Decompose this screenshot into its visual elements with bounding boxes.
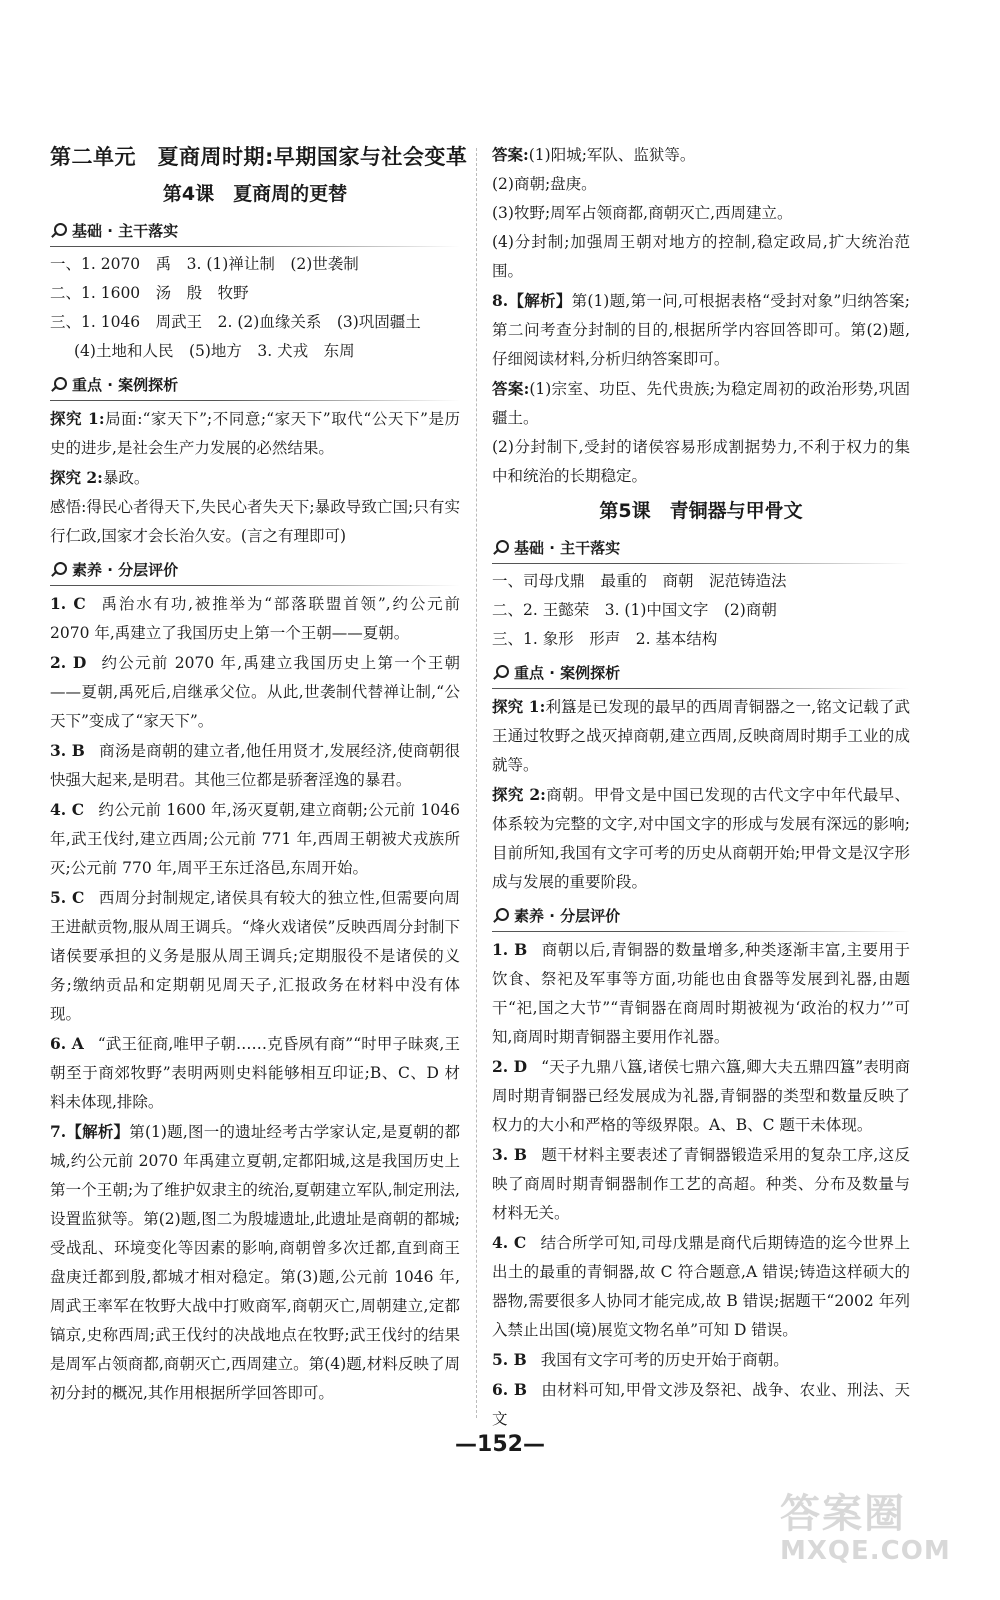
lesson-4-title: 第4课 夏商周的更替 [162,183,348,205]
watermark-logo [780,1492,970,1572]
magnifier-icon [492,540,508,556]
l5-eval-item: 6. B 由材料可知,甲骨文涉及祭祀、战争、农业、刑法、天文 [492,1380,910,1428]
l4-basic-section [50,218,460,244]
l5-basic-line: 二、2. 王懿荣 3. (1)中国文字 (2)商朝 [492,601,777,619]
lesson-5-title: 第5课 青铜器与甲骨文 [599,500,803,522]
l4-eval-item: 2. D 约公元前 2070 年,禹建立我国历史上第一个王朝——夏朝,禹死后,启继承父位。从此,世袭制代替禅让制,“公天下”变成了“家天下”。 [50,653,460,730]
section-header-basic: 基础 · 主干落实 [492,535,910,561]
section-header-basic: 基础 · 主干落实 [50,218,460,244]
l4-basic-line: 三、1. 1046 周武王 2. (2)血缘关系 (3)巩固疆土 [50,313,421,331]
magnifier-icon [50,562,66,578]
watermark-text-bottom: MXQE.COM [780,1536,951,1566]
l4-eval-item: 6. A “武王征商,唯甲子朝……克昏夙有商”“时甲子昧爽,王朝至于商郊牧野”表明两则史料能够相互印证;B、C、D 材料未体现,排除。 [50,1034,460,1111]
magnifier-icon [492,908,508,924]
page-number: —152— [455,1432,545,1457]
section-header-eval: 素养 · 分层评价 [492,903,910,929]
l5-basic-line: 三、1. 象形 形声 2. 基本结构 [492,630,718,648]
l5-eval-item: 2. D “天子九鼎八簋,诸侯七鼎六簋,卿大夫五鼎四簋”表明商周时期青铜器已经发展成为礼器,青铜器的类型和数量反映了权力的大小和严格的等级界限。A、B、C 题干未体现。 [492,1057,910,1134]
l4-eval-item: 3. B 商汤是商朝的建立者,他任用贤才,发展经济,使商朝很快强大起来,是明君。其他三位都是骄奢淫逸的暴君。 [50,741,460,789]
l4-eval-item: 1. C 禹治水有功,被推举为“部落联盟首领”,约公元前 2070 年,禹建立了我国历史上第一个王朝——夏朝。 [50,594,460,642]
section-header-key: 重点 · 案例探析 [492,660,910,686]
right-column [492,140,910,1434]
l4-eval-section [50,557,460,583]
magnifier-icon [50,377,66,393]
l5-eval-item: 1. B 商朝以后,青铜器的数量增多,种类逐渐丰富,主要用于饮食、祭祀及军事等方面,功能也由食器等发展到礼器,由题干“祀,国之大节”“青铜器在商周时期被视为‘政治的权力’”可知,商周时期青铜器主要用作礼器。 [492,940,910,1046]
l4-basic-line: 二、1. 1600 汤 殷 牧野 [50,284,249,302]
l5-basic-section [492,535,910,561]
l4-key-item: 探究 1:局面:“家天下”;不同意;“家天下”取代“公天下”是历史的进步,是社会生产力发展的必然结果。 [50,409,460,457]
q7-answer-line: (2)商朝;盘庚。 [492,175,597,193]
l5-eval-item: 4. C 结合所学可知,司母戊鼎是商代后期铸造的迄今世界上出土的最重的青铜器,故 C 符合题意,A 错误;铸造这样硕大的器物,需要很多人协同才能完成,故 B 错误;据题干“2002 年列入禁止出国(境)展览文物名单”可知 D 错误。 [492,1233,910,1339]
q7-answer-line: (4)分封制;加强周王朝对地方的控制,稳定政局,扩大统治范围。 [492,233,910,280]
l4-basic-line: (4)土地和人民 (5)地方 3. 犬戎 东周 [74,342,355,360]
q8-analysis: 8.【解析】第(1)题,第一问,可根据表格“受封对象”归纳答案;第二问考查分封制的目的,根据所学内容回答即可。第(2)题,仔细阅读材料,分析归纳答案即可。 [492,291,910,368]
l5-basic-line: 一、司母戊鼎 最重的 商朝 泥范铸造法 [492,572,787,590]
l5-key-item: 探究 2:商朝。甲骨文是中国已发现的古代文字中年代最早、体系较为完整的文字,对中国文字的形成与发展有深远的影响;目前所知,我国有文字可考的历史从商朝开始;甲骨文是汉字形成与发展的重要阶段。 [492,785,910,891]
magnifier-icon [492,665,508,681]
q8-answer-line: (2)分封制下,受封的诸侯容易形成割据势力,不利于权力的集中和统治的长期稳定。 [492,438,910,485]
l4-key-item: 感悟:得民心者得天下,失民心者失天下;暴政导致亡国;只有实行仁政,国家才会长治久安。(言之有理即可) [50,498,460,545]
watermark-text-top: 答案圈 [780,1491,906,1537]
l4-eval-item: 4. C 约公元前 1600 年,汤灭夏朝,建立商朝;公元前 1046 年,武王伐纣,建立西周;公元前 771 年,西周王朝被犬戎族所灭;公元前 770 年,周平王东迁洛邑,东周开始。 [50,800,460,877]
column-divider [476,148,477,1418]
section-header-eval: 素养 · 分层评价 [50,557,460,583]
l5-eval-section [492,903,910,929]
l5-eval-item: 5. B 我国有文字可考的历史开始于商朝。 [492,1350,789,1369]
section-header-key: 重点 · 案例探析 [50,372,460,398]
l5-key-section [492,660,910,686]
l4-basic-line: 一、1. 2070 禹 3. (1)禅让制 (2)世袭制 [50,255,359,273]
l4-eval-item: 5. C 西周分封制规定,诸侯具有较大的独立性,但需要向周王进献贡物,服从周王调兵。“烽火戏诸侯”反映西周分封制下诸侯要承担的义务是服从周王调兵;定期服役不是诸侯的义务;缴纳贡品和定期朝见周天子,汇报政务在材料中没有体现。 [50,888,461,1023]
l4-eval-item: 7.【解析】第(1)题,图一的遗址经考古学家认定,是夏朝的都城,约公元前 2070 年禹建立夏朝,定都阳城,这是我国历史上第一个王朝;为了维护奴隶主的统治,夏朝建立军队,制定刑法,设置监狱等。第(2)题,图二为殷墟遗址,此遗址是商朝的都城;受战乱、环境变化等因素的影响,商朝曾多次迁都,直到商王盘庚迁都到殷,都城才相对稳定。第(3)题,公元前 1046 年,周武王率军在牧野大战中打败商军,商朝灭亡,周朝建立,定都镐京,史称西周;武王伐纣的决战地点在牧野;武王伐纣的结果是周军占领商都,商朝灭亡,西周建立。第(4)题,材料反映了周初分封的概况,其作用根据所学回答即可。 [50,1122,461,1402]
l4-key-item: 探究 2:暴政。 [50,468,150,487]
l5-key-item: 探究 1:利簋是已发现的最早的西周青铜器之一,铭文记载了武王通过牧野之战灭掉商朝,建立西周,反映商周时期手工业的成就等。 [492,697,910,774]
l5-eval-item: 3. B 题干材料主要表述了青铜器锻造采用的复杂工序,这反映了商周时期青铜器制作工艺的高超。种类、分布及数量与材料无关。 [492,1145,910,1222]
q7-answer-line: (3)牧野;周军占领商都,商朝灭亡,西周建立。 [492,204,793,222]
left-column [50,140,468,1408]
magnifier-icon [50,223,66,239]
q7-answer: 答案:(1)阳城;军队、监狱等。 [492,145,696,164]
unit-title: 第二单元 夏商周时期:早期国家与社会变革 [50,145,468,169]
q8-answer: 答案:(1)宗室、功臣、先代贵族;为稳定周初的政治形势,巩固疆土。 [492,379,910,427]
l4-key-section [50,372,460,398]
